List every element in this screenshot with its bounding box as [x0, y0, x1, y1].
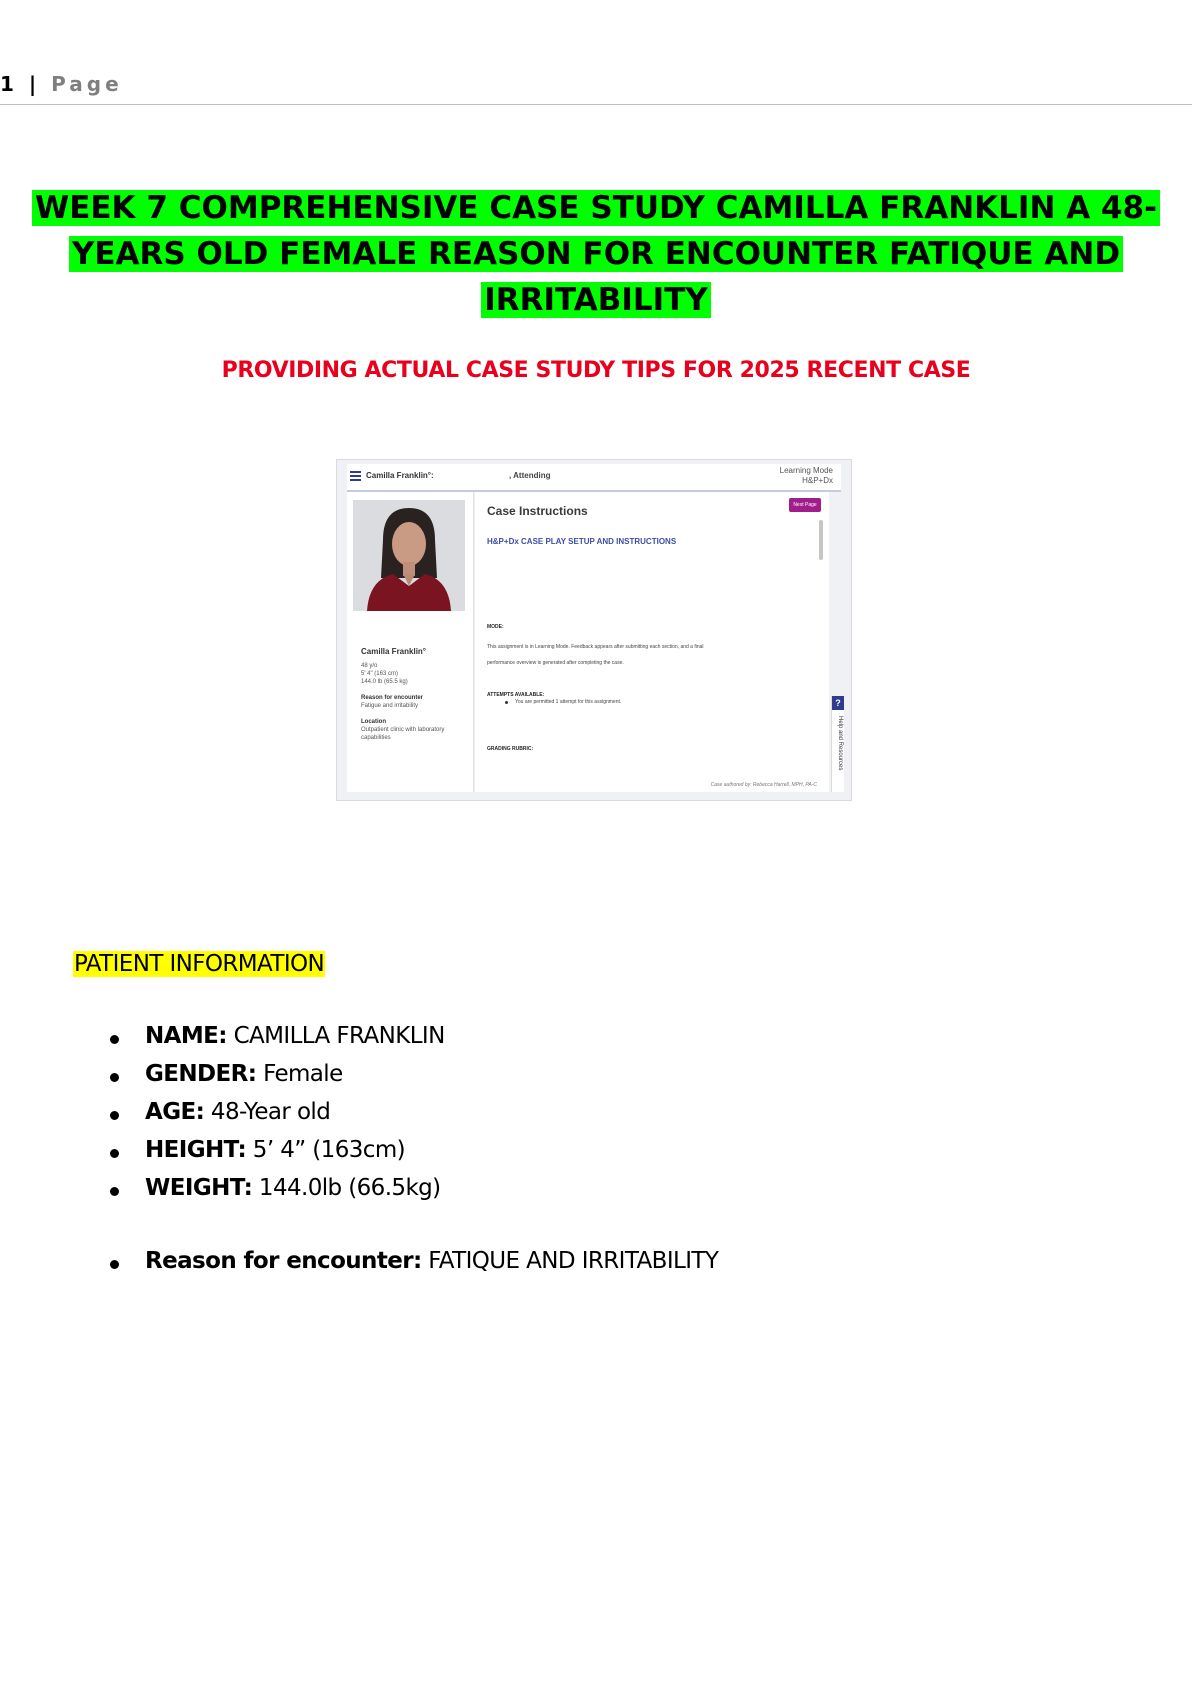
list-item-gender	[145, 1059, 343, 1089]
card-location-value-2: capabilities	[361, 735, 391, 741]
case-author-note: Case authored by: Rebecca Harrell, MPH, PA-C	[710, 782, 817, 788]
patient-card	[347, 492, 474, 792]
header-rule	[0, 104, 1192, 105]
card-weight: 144.0 lb (65.5 kg)	[361, 679, 408, 685]
help-icon[interactable]: ?	[832, 696, 844, 710]
item-value: 144.0lb (66.5kg)	[252, 1175, 441, 1201]
bullet-icon	[110, 1111, 119, 1120]
attempts-label: ATTEMPTS AVAILABLE:	[487, 692, 545, 698]
page-word: Page	[51, 72, 123, 96]
list-item-name	[145, 1021, 445, 1051]
setup-heading: H&P+Dx CASE PLAY SETUP AND INSTRUCTIONS	[487, 537, 677, 546]
subtitle: PROVIDING ACTUAL CASE STUDY TIPS FOR 2025 RECENT CASE	[221, 358, 971, 383]
hamburger-menu-icon	[350, 471, 361, 481]
item-value: CAMILLA FRANKLIN	[226, 1023, 445, 1049]
bullet-icon	[110, 1149, 119, 1158]
help-label: Help and Resources	[837, 716, 843, 771]
bullet-icon	[110, 1035, 119, 1044]
panel-scrollbar[interactable]	[819, 520, 823, 560]
card-reason-value: Fatigue and irritability	[361, 703, 419, 709]
page-header	[0, 72, 1192, 102]
card-location-value-1: Outpatient clinic with laboratory	[361, 727, 445, 733]
topbar-patient: Camilla Franklin°:	[366, 471, 434, 480]
item-label: AGE:	[145, 1099, 205, 1125]
help-resources-tab[interactable]	[831, 696, 844, 792]
card-height: 5' 4" (163 cm)	[361, 671, 398, 677]
mode-text-1: This assignment is in Learning Mode. Feedback appears after submitting each section, and a final	[487, 644, 704, 650]
list-item-age	[145, 1097, 330, 1127]
page-separator: |	[28, 72, 41, 96]
embedded-screenshot	[336, 459, 852, 801]
patient-avatar	[353, 500, 465, 611]
card-reason-label: Reason for encounter	[361, 695, 424, 701]
list-item-height	[145, 1135, 405, 1165]
attempts-text: You are permitted 1 attempt for this assignment.	[515, 699, 622, 705]
mode-label-text: MODE:	[487, 624, 504, 630]
card-age: 48 y/o	[361, 663, 378, 669]
patient-info-heading	[73, 951, 325, 977]
attempts-bullet	[505, 701, 508, 704]
item-value: FATIQUE AND IRRITABILITY	[421, 1248, 719, 1274]
item-label: WEIGHT:	[145, 1175, 253, 1201]
document-title	[0, 185, 1192, 323]
item-label: Reason for encounter:	[145, 1248, 422, 1274]
screenshot-topbar	[347, 464, 841, 492]
card-patient-name: Camilla Franklin°	[361, 647, 426, 656]
patient-portrait-icon	[353, 500, 465, 611]
topbar-mode	[780, 466, 833, 486]
item-value: 48-Year old	[204, 1099, 331, 1125]
title-line-2: YEARS OLD FEMALE REASON FOR ENCOUNTER FATIQUE AND	[69, 236, 1123, 272]
page-number: 1	[0, 72, 18, 96]
list-item-weight	[145, 1173, 441, 1203]
item-label: HEIGHT:	[145, 1137, 247, 1163]
bullet-icon	[110, 1187, 119, 1196]
mode-label: Learning Mode	[779, 466, 833, 475]
card-location-label: Location	[361, 719, 386, 725]
item-label: NAME:	[145, 1023, 227, 1049]
topbar-attending: , Attending	[509, 471, 551, 480]
bullet-icon	[110, 1073, 119, 1082]
mode-sub-label: H&P+Dx	[802, 476, 833, 485]
bullet-icon	[110, 1260, 119, 1269]
case-instructions-panel	[475, 492, 829, 792]
patient-info-heading-text: PATIENT INFORMATION	[74, 951, 325, 977]
mode-text-2: performance overview is generated after completing the case.	[487, 660, 624, 666]
item-value: 5’ 4” (163cm)	[246, 1137, 406, 1163]
title-line-1: WEEK 7 COMPREHENSIVE CASE STUDY CAMILLA FRANKLIN A 48-	[32, 190, 1160, 226]
case-instructions-title: Case Instructions	[487, 504, 588, 518]
item-label: GENDER:	[145, 1061, 257, 1087]
list-item-reason	[145, 1246, 718, 1276]
item-value: Female	[256, 1061, 343, 1087]
rubric-label: GRADING RUBRIC:	[487, 746, 534, 752]
next-page-button[interactable]: Next Page	[789, 498, 821, 512]
title-line-3: IRRITABILITY	[481, 282, 711, 318]
